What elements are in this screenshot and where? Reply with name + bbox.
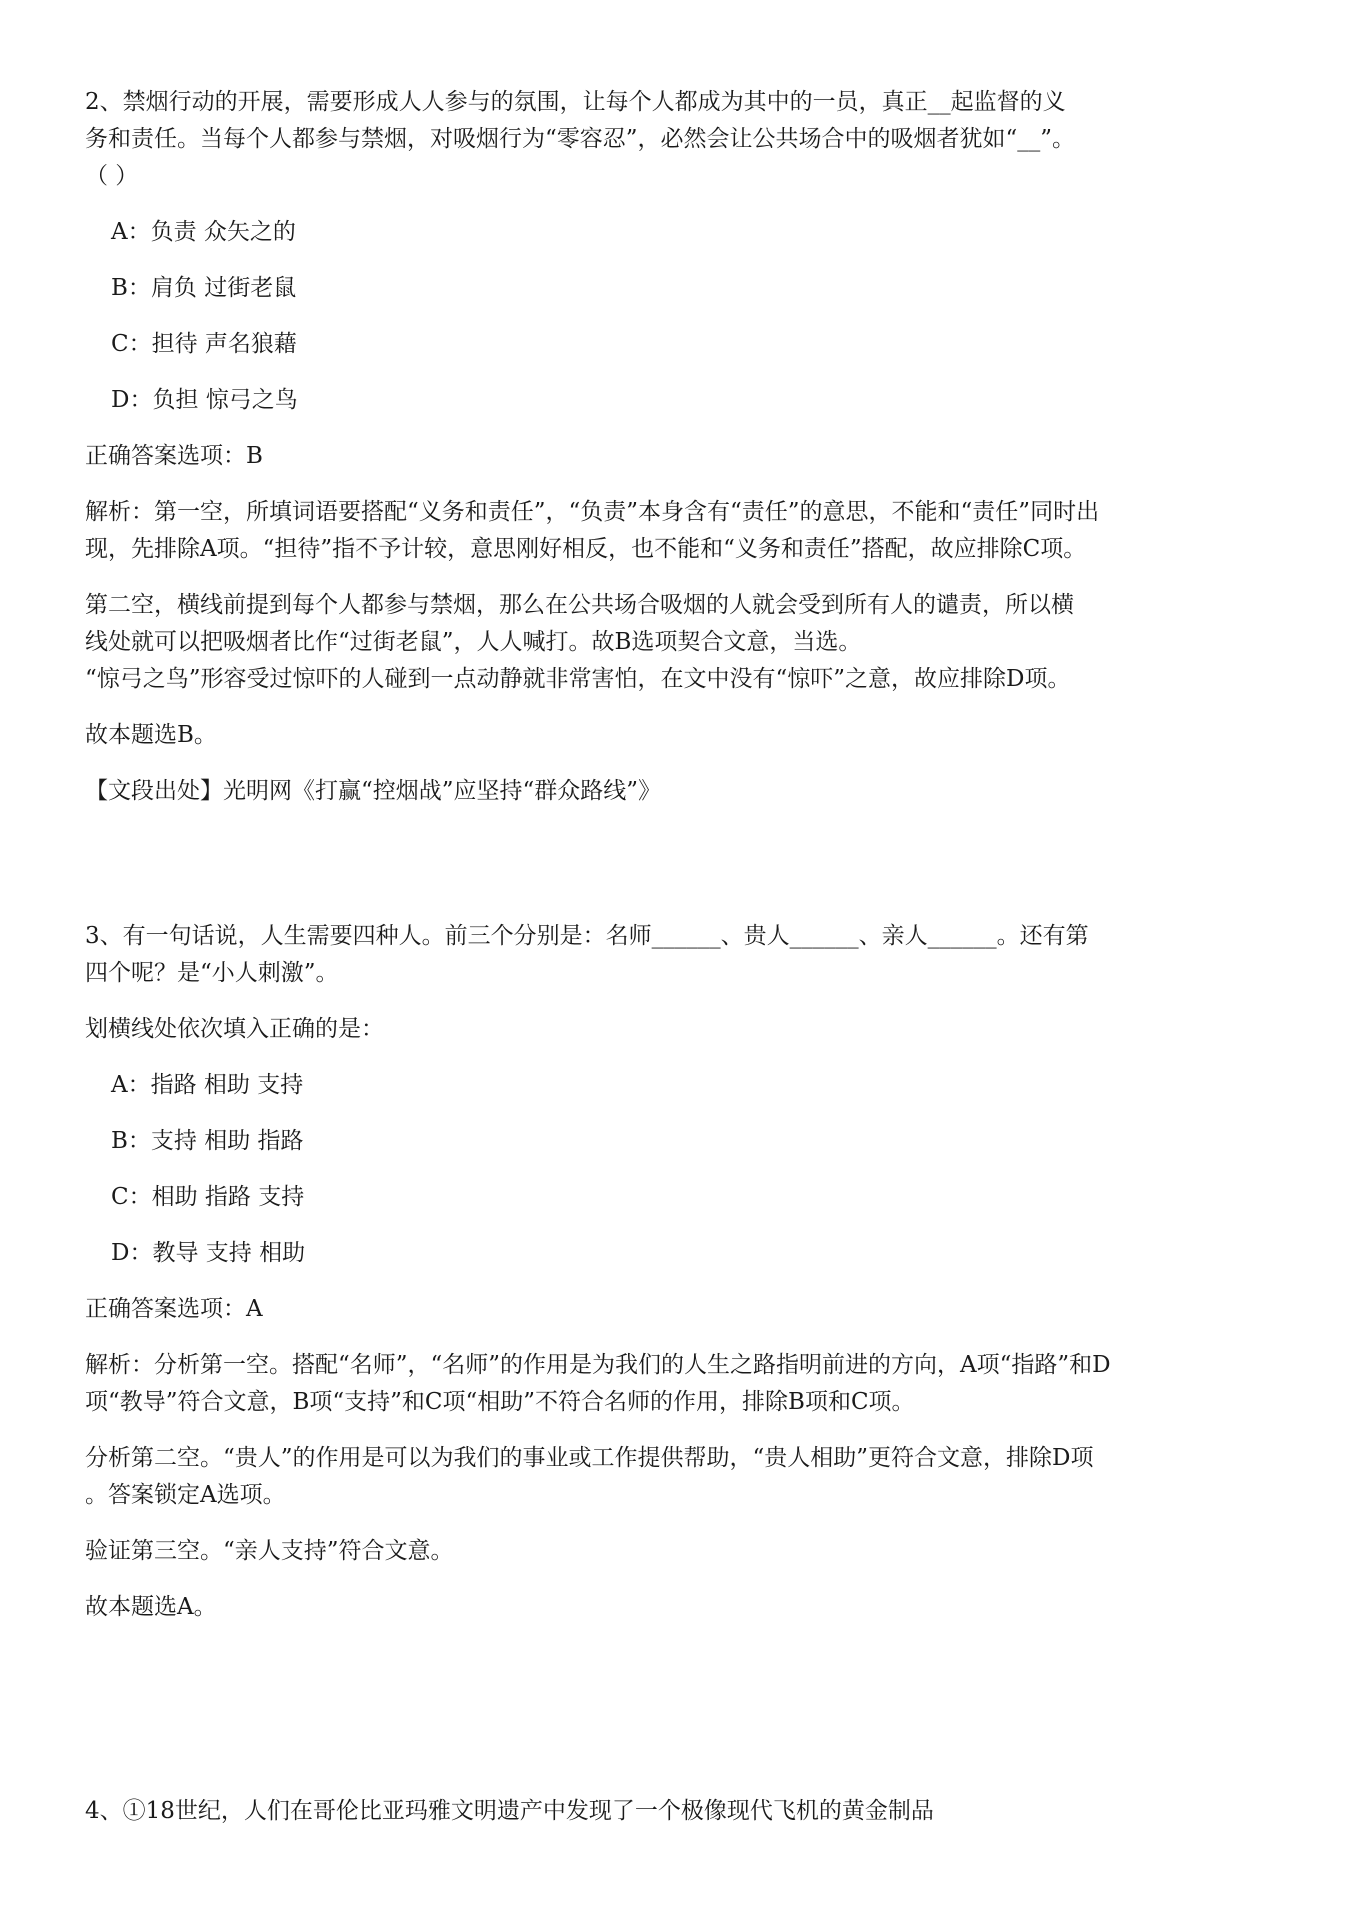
q3-analysis-2-line-2: 。答案锁定A选项。 (85, 1482, 286, 1508)
q3-option-b: B：支持 相助 指路 (111, 1128, 304, 1154)
q2-stem-line-1: 2、禁烟行动的开展，需要形成人人参与的氛围，让每个人都成为其中的一员，真正__起监督的义 (85, 89, 1066, 115)
q3-prompt: 划横线处依次填入正确的是： (85, 1016, 384, 1042)
q3-option-d: D：教导 支持 相助 (111, 1240, 306, 1266)
q3-analysis-2-line-1: 分析第二空。“贵人”的作用是可以为我们的事业或工作提供帮助，“贵人相助”更符合文意，排除D项 (85, 1445, 1094, 1471)
question-4 (85, 1793, 1280, 1830)
q2-analysis-2-line-2: 线处就可以把吸烟者比作“过街老鼠”，人人喊打。故B选项契合文意，当选。 (85, 629, 862, 655)
q3-conclusion: 故本题选A。 (85, 1594, 217, 1620)
q3-answer: 正确答案选项：A (85, 1296, 263, 1322)
q2-option-c: C：担待 声名狼藉 (111, 331, 297, 357)
q2-stem-line-2: 务和责任。当每个人都参与禁烟，对吸烟行为“零容忍”，必然会让公共场合中的吸烟者犹如“__”。 (85, 126, 1076, 152)
q3-analysis-1-line-2: 项“教导”符合文意，B项“支持”和C项“相助”不符合名师的作用，排除B项和C项。 (85, 1389, 915, 1415)
q2-analysis-1-line-2: 现，先排除A项。“担待”指不予计较，意思刚好相反，也不能和“义务和责任”搭配，故应排除C项。 (85, 536, 1087, 562)
q3-stem-line-2: 四个呢？是“小人刺激”。 (85, 960, 339, 986)
q2-analysis-2-line-1: 第二空，横线前提到每个人都参与禁烟，那么在公共场合吸烟的人就会受到所有人的谴责，所以横 (85, 592, 1074, 618)
q3-analysis-1-line-1: 解析：分析第一空。搭配“名师”，“名师”的作用是为我们的人生之路指明前进的方向，A项“指路”和D (85, 1352, 1111, 1378)
q2-answer: 正确答案选项：B (85, 443, 263, 469)
question-3 (85, 918, 1280, 1626)
q3-stem-line-1: 3、有一句话说，人生需要四种人。前三个分别是：名师______、贵人______、亲人______。还有第 (85, 923, 1089, 949)
q3-option-c: C：相助 指路 支持 (111, 1184, 305, 1210)
q2-stem-line-3: （ ） (85, 163, 139, 189)
q2-option-a: A：负责 众矢之的 (111, 219, 296, 245)
q2-conclusion: 故本题选B。 (85, 722, 217, 748)
q2-source: 【文段出处】光明网《打赢“控烟战”应坚持“群众路线”》 (85, 778, 662, 804)
question-2 (85, 84, 1280, 810)
q2-option-b: B：肩负 过街老鼠 (111, 275, 297, 301)
q2-analysis-2-line-3: “惊弓之鸟”形容受过惊吓的人碰到一点动静就非常害怕，在文中没有“惊吓”之意，故应排除D项。 (85, 666, 1071, 692)
q2-option-d: D：负担 惊弓之鸟 (111, 387, 298, 413)
q3-analysis-3: 验证第三空。“亲人支持”符合文意。 (85, 1538, 454, 1564)
q2-analysis-1-line-1: 解析：第一空，所填词语要搭配“义务和责任”，“负责”本身含有“责任”的意思，不能和“责任”同时出 (85, 499, 1100, 525)
q4-stem-line-1: 4、①18世纪，人们在哥伦比亚玛雅文明遗产中发现了一个极像现代飞机的黄金制品 (85, 1798, 934, 1824)
q3-option-a: A：指路 相助 支持 (111, 1072, 304, 1098)
